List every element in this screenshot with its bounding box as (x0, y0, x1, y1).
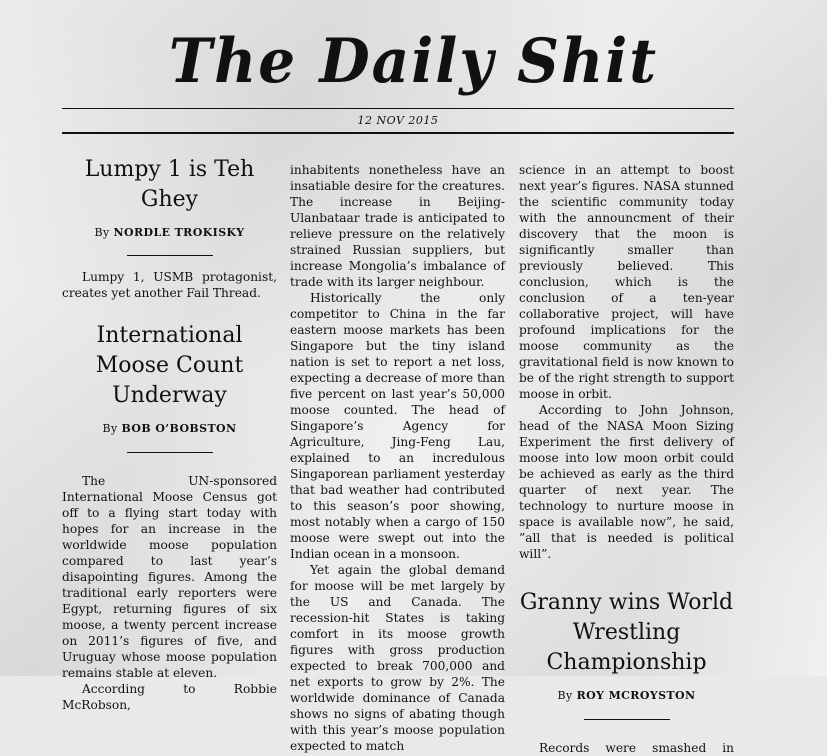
article-divider (127, 452, 213, 453)
article-body-lumpy: Lumpy 1, USMB protagonist, creates yet another Fail Thread. (62, 270, 277, 300)
byline-prefix: By (94, 226, 110, 239)
article-paragraph: According to Robbie McRobson, (62, 682, 277, 712)
byline-author: BOB O’BOBSTON (121, 422, 237, 435)
article-paragraph: Historically the only competitor to China in the far eastern moose markets has been Singapore but the tiny island nation is set to report a net loss, expecting a decrease of more than five percent on last year’s 50,000 moose counted. The head of Singapore’s Agency for Agriculture, Jing-Feng Lau, explained to an incredulous Singaporean parliament yesterday that bad weather had contributed to this season’s poor showing, most notably when a cargo of 150 moose were swept out into the Indian ocean in a monsoon. (290, 291, 505, 561)
dateline: 12 NOV 2015 (357, 114, 439, 127)
bottom-rule (62, 132, 734, 134)
byline-prefix: By (557, 689, 573, 702)
article-paragraph: Records were smashed in (539, 741, 734, 755)
byline-moose-count (62, 421, 277, 437)
article-paragraph: science in an attempt to boost next year’s figures. NASA stunned the scientific community today with the announcment of their discovery that the moon is significantly smaller than previously believed. This conclusion, which is the conclusion of a ten-year collaborative project, will have profound implications for the moose community as the gravitational field is now known to be of the right strength to support moose in orbit. (519, 163, 734, 401)
masthead-title: The Daily Shit (168, 25, 659, 97)
column-2 (290, 162, 505, 754)
article-divider (127, 255, 213, 256)
headline-lumpy: Lumpy 1 is Teh Ghey (84, 157, 255, 212)
article-paragraph: inhabitents nonetheless have an insatiable desire for the creatures. The increase in Beijing-Ulanbataar trade is anticipated to relieve pressure on the relatively strained Russian suppliers, but increase Mongolia’s imbalance of trade with its larger neighbour. (290, 163, 505, 289)
headline-moose-count: International Moose Count Underway (95, 323, 244, 408)
column-1 (62, 155, 277, 713)
top-rule (62, 108, 734, 109)
byline-prefix: By (102, 422, 118, 435)
article-paragraph: According to John Johnson, head of the NASA Moon Sizing Experiment the first delivery of moose into low moon orbit could be achieved as early as the third quarter of next year. The technology to nurture moose in space is available now”, he said, ”all that is needed is political will”. (519, 403, 734, 561)
byline-author: ROY MCROYSTON (576, 689, 696, 702)
column-3 (519, 162, 734, 756)
byline-author: NORDLE TROKISKY (113, 226, 245, 239)
article-divider (584, 719, 670, 720)
headline-granny: Granny wins World Wrestling Championship (519, 590, 734, 675)
byline-granny (519, 688, 734, 704)
article-paragraph: Yet again the global demand for moose will be met largely by the US and Canada. The recession-hit States is taking comfort in its moose growth figures with gross production expected to break 700,000 and net exports to grow by 2%. The worldwide dominance of Canada shows no signs of abating though with this year’s moose population expected to match (290, 563, 505, 753)
byline-lumpy (62, 225, 277, 241)
article-paragraph: The UN-sponsored International Moose Census got off to a flying start today with hopes for an increase in the worldwide moose population compared to last year’s disapointing figures. Among the traditional early reporters were Egypt, returning figures of six moose, a twenty percent increase on 2011’s figures of five, and Uruguay whose moose population remains stable at eleven. (62, 474, 277, 680)
